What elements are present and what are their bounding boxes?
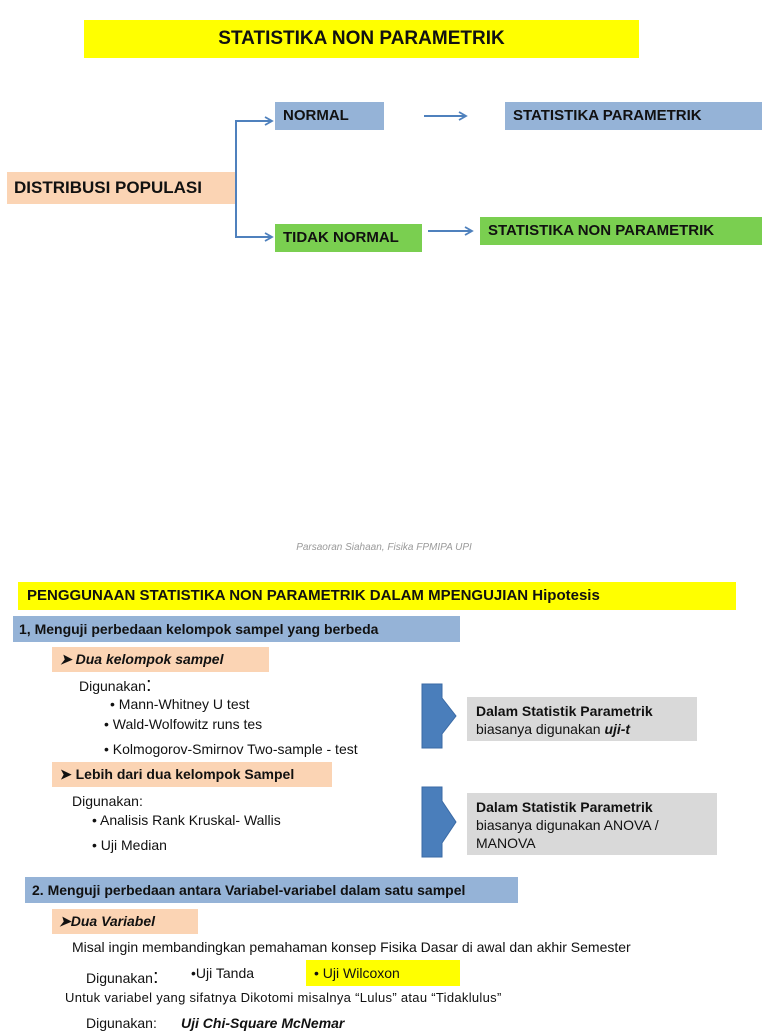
arrow-bullet-icon: ➤ <box>60 766 76 782</box>
normal-box: NORMAL <box>275 102 384 130</box>
lebih-dari-dua-box <box>52 762 332 787</box>
parametric-box-1 <box>467 697 697 741</box>
test-wald-wolfowitz: • Wald-Wolfowitz runs tes <box>104 716 263 732</box>
parametric-text-2: biasanya digunakan ANOVA / MANOVA <box>476 817 659 851</box>
parametric-text-1 <box>476 720 688 738</box>
lebih-dari-dua-label: Lebih dari dua kelompok Sampel <box>75 766 295 782</box>
slide1-title: STATISTIKA NON PARAMETRIK <box>84 20 639 58</box>
distribusi-populasi-box: DISTRIBUSI POPULASI <box>7 172 236 204</box>
slide2-title: PENGGUNAAN STATISTIKA NON PARAMETRIK DALAM MPENGUJIAN Hipotesis <box>18 582 736 610</box>
test-uji-median: • Uji Median <box>92 837 167 853</box>
digunakan-label-2: Digunakan: <box>72 793 143 809</box>
statistika-non-parametrik-box: STATISTIKA NON PARAMETRIK <box>480 217 762 245</box>
colon-1: : <box>145 674 152 696</box>
mcnemar-test: Uji Chi-Square McNemar <box>181 1015 345 1031</box>
block-arrow-2 <box>422 787 456 857</box>
test-kruskal-wallis: • Analisis Rank Kruskal- Wallis <box>92 812 281 828</box>
dua-variabel-box <box>52 909 198 934</box>
uji-wilcoxon-box: • Uji Wilcoxon <box>306 960 460 986</box>
dikotomi-text: Untuk variabel yang sifatnya Dikotomi misalnya “Lulus” atau “Tidaklulus” <box>65 990 502 1005</box>
parametric-heading-2: Dalam Statistik Parametrik <box>476 799 653 815</box>
digunakan-label-4: Digunakan: <box>86 1015 157 1031</box>
arrow-bullet-icon: ➤ <box>60 651 76 667</box>
dua-kelompok-box <box>52 647 269 672</box>
branch-arrow-normal <box>236 121 272 188</box>
digunakan-text-3: Digunakan <box>86 970 153 986</box>
section2-header: 2. Menguji perbedaan antara Variabel-variabel dalam satu sampel <box>25 877 518 903</box>
uji-t-label: uji-t <box>604 721 631 737</box>
misal-text: Misal ingin membandingkan pemahaman konsep Fisika Dasar di awal dan akhir Semester <box>72 939 631 955</box>
block-arrow-1 <box>422 684 456 748</box>
digunakan-label-3 <box>86 966 159 989</box>
colon-3: : <box>152 966 159 988</box>
parametric-box-2 <box>467 793 717 855</box>
dua-kelompok-label: Dua kelompok sampel <box>75 651 224 667</box>
digunakan-label-1 <box>79 674 152 697</box>
uji-tanda: •Uji Tanda <box>191 965 255 981</box>
statistika-parametrik-box: STATISTIKA PARAMETRIK <box>505 102 762 130</box>
parametric-heading-1: Dalam Statistik Parametrik <box>476 703 653 719</box>
arrow-bullet-icon: ➤ <box>59 913 71 929</box>
slide1-footer: Parsaoran Siahaan, Fisika FPMIPA UPI <box>296 542 472 553</box>
section1-header: 1, Menguji perbedaan kelompok sampel yang berbeda <box>13 616 460 642</box>
test-kolmogorov-smirnov: • Kolmogorov-Smirnov Two-sample - test <box>104 741 358 757</box>
parametric-desc-1: biasanya digunakan <box>476 721 605 737</box>
tidak-normal-box: TIDAK NORMAL <box>275 224 422 252</box>
dua-variabel-label: Dua Variabel <box>70 913 156 929</box>
digunakan-text-1: Digunakan <box>79 678 146 694</box>
test-mann-whitney: • Mann-Whitney U test <box>110 696 250 712</box>
branch-arrow-tidak-normal <box>236 188 272 237</box>
